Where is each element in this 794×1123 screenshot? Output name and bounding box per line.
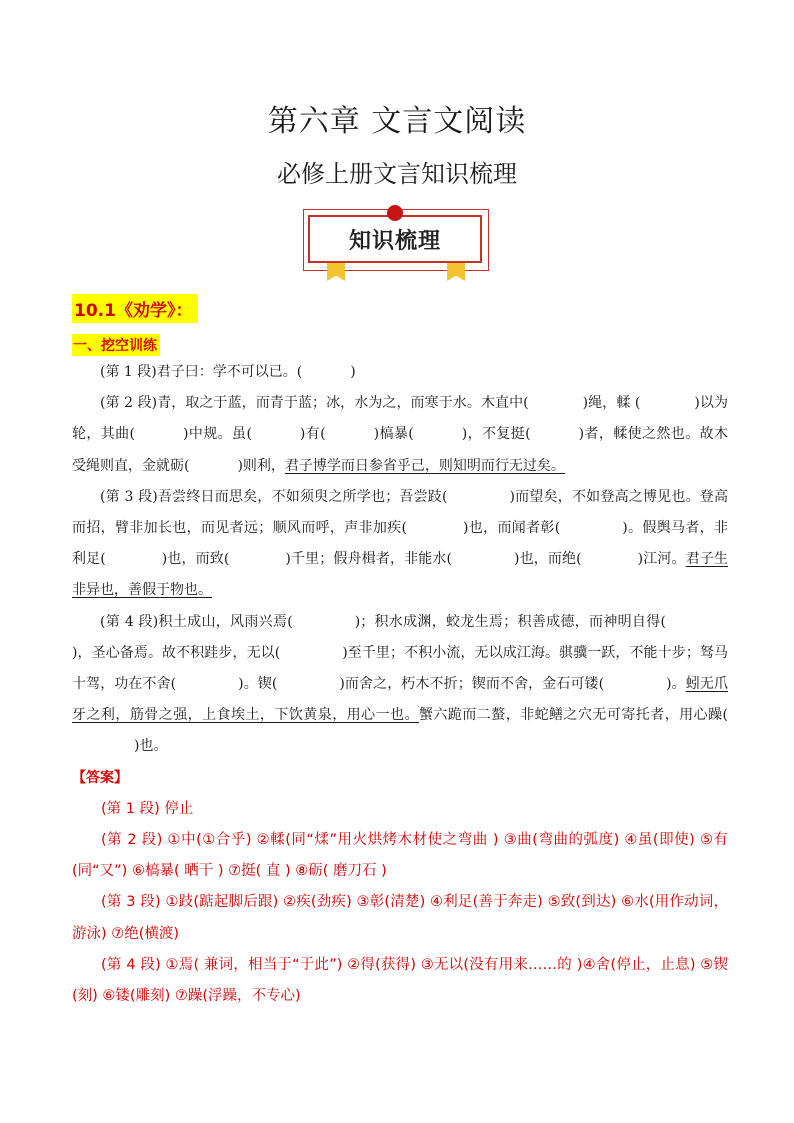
passage-paragraph (72, 388, 728, 482)
passage-text: 吾尝终日而思矣，不如须臾之所学也；吾尝跂( )而望矣，不如登高之博见也。登高而招，臂非加长也，而见者远；顺风而呼，声非加疾( )也，而闻者彰( )。假舆马者，非利足( )也，而致( )千里；假舟楫者，非能水( )也，而绝( )江河。君子生非异也，善假于物也。 (72, 488, 728, 599)
passage-text: 积土成山，风雨兴焉( )；积水成渊，蛟龙生焉；积善成德，而神明自得()，圣心备焉。故不积跬步，无以( )至千里；不积小流，无以成江海。骐骥一跃，不能十步；驽马十驾，功在不舍( )。锲( )而舍之，朽木不折；锲而不舍，金石可镂( )。蚓无爪牙之利，筋骨之强，上食埃土，下饮黄泉，用心一也。蟹六跪而二螯，非蛇鳝之穴无可寄托者，用心躁()也。 (72, 613, 728, 755)
sub-heading: 一、挖空训练 (72, 334, 160, 356)
segment-label: (第 4 段) (100, 613, 159, 630)
badge-label: 知识梳理 (348, 229, 441, 254)
passage-text: 君子曰：学不可以已。( ) (156, 364, 356, 380)
answer-segment-label: (第 4 段) (101, 956, 161, 973)
answer-text: ①跂(踮起脚后跟) ②疾(劲疾) ③彰(清楚) ④利足(善于奔走) ⑤致(到达) ⑥水(用作动词，游泳) ⑦绝(横渡) (72, 894, 729, 942)
segment-label: (第 2 段) (100, 395, 158, 412)
red-dot-icon (387, 205, 403, 221)
answer-paragraph (72, 825, 728, 887)
ribbon-left-icon (327, 263, 345, 281)
page-subtitle: 必修上册文言知识梳理 (277, 160, 517, 188)
passage-paragraph (72, 482, 728, 607)
passage-paragraph (72, 357, 728, 388)
answer-segment-label: (第 3 段) (101, 894, 161, 911)
knowledge-badge (303, 205, 489, 271)
passages (72, 357, 728, 763)
ribbon-right-icon (447, 263, 465, 281)
answer-text: 停止 (159, 800, 194, 817)
answer-paragraph (72, 887, 728, 949)
segment-label: (第 3 段) (100, 488, 158, 505)
answer-text: ①焉( 兼词，相当于“于此”) ②得(获得) ③无以(没有用来……的 )④舍(停止，止息) ⑤锲(刻) ⑥镂(雕刻) ⑦躁(浮躁，不专心) (72, 956, 728, 1005)
passage-text: 青，取之于蓝，而青于蓝；冰，水为之，而寒于水。木直中( )绳，輮 ( )以为轮，其曲( )中规。虽( )有( )槁暴( )，不复挺( )者，輮使之然也。故木受绳则直，金就砺( )则利，君子博学而日参省乎己，则知明而行无过矣。 (72, 395, 729, 474)
answer-paragraph (72, 794, 728, 825)
passage-paragraph (72, 607, 728, 763)
answer-segment-label: (第 2 段) (101, 832, 163, 849)
segment-label: (第 1 段) (100, 364, 157, 380)
answer-segment-label: (第 1 段) (101, 800, 160, 817)
answers (72, 794, 728, 1012)
content (72, 357, 728, 1012)
answer-heading: 【答案】 (72, 769, 128, 786)
page-title: 第六章 文言文阅读 (267, 104, 527, 139)
answer-paragraph (72, 950, 728, 1012)
section-heading: 10.1《劝学》： (72, 294, 198, 323)
answer-text: ①中(①合乎) ②輮(同“煣”用火烘烤木材使之弯曲 ) ③曲(弯曲的弧度) ④虽(即使) ⑤有(同“又”) ⑥槁暴( 晒干 ) ⑦挺( 直 ) ⑧砺( 磨刀石 ) (72, 832, 728, 880)
